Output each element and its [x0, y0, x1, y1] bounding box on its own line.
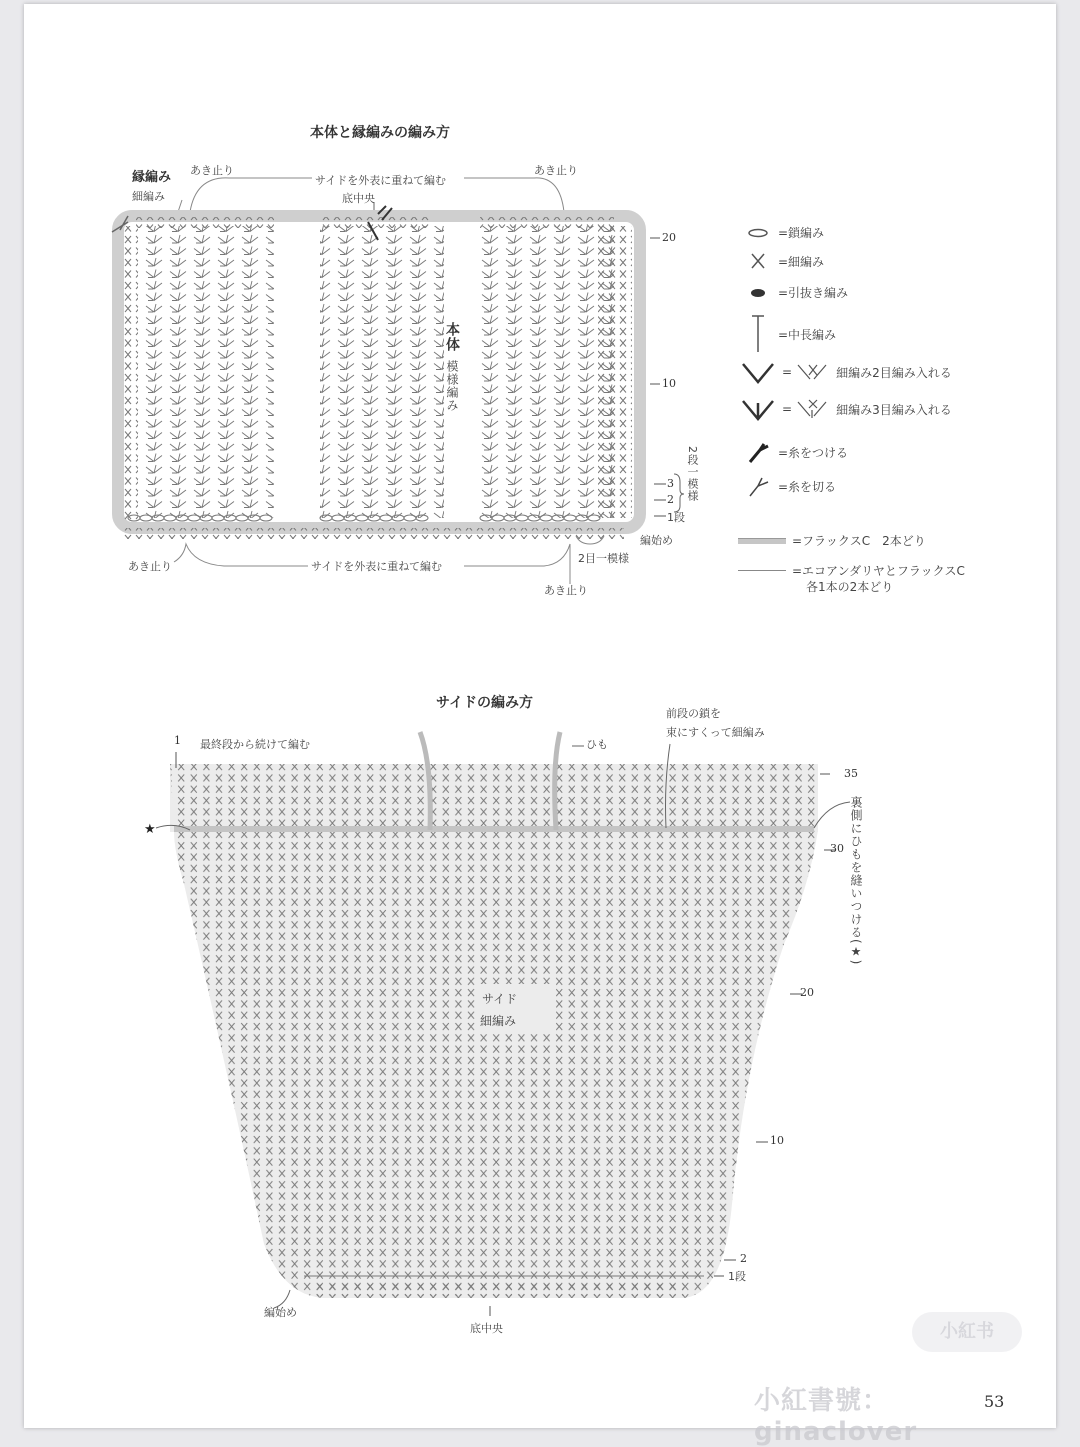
legend-item: =中長編み — [738, 314, 836, 354]
side-row-2-label: 2 — [740, 1252, 747, 1265]
row-3-label: 3 — [667, 477, 674, 490]
continue-label: 最終段から続けて編む — [200, 738, 310, 751]
side-diagram-title: サイドの編み方 — [436, 695, 534, 711]
side-chart — [24, 4, 1056, 1428]
side-row-35-label: 35 — [844, 767, 858, 780]
side-row-1-top: 1 — [174, 734, 181, 747]
bottom-stop-right: あき止り — [544, 584, 588, 597]
top-stop-left: あき止り — [190, 164, 234, 177]
body-center-sub: 模様編み — [445, 360, 459, 412]
sew-cord-label: 裏側にひもを縫いつける(★) — [849, 796, 863, 966]
side-center-title: サイド — [482, 992, 518, 1006]
side-center-sub: 細編み — [480, 1014, 517, 1028]
repeat-stitches-label: 2目一模様 — [578, 552, 629, 565]
legend-item: =鎖編み — [738, 224, 824, 241]
legend-yarn-thin: =エコアンダリヤとフラックスC — [738, 562, 965, 579]
legend-item: = 細編み2目編み入れる — [738, 360, 952, 384]
edge-sub-label: 細編み — [132, 190, 165, 203]
start-label: 編始め — [640, 534, 673, 547]
legend-item: =糸をつける — [738, 440, 848, 464]
star-marker-icon: ★ — [144, 822, 156, 837]
legend-item: = 細編み3目編み入れる — [738, 397, 952, 421]
repeat-rows-label: 2段一模様 — [686, 446, 699, 502]
top-stop-right: あき止り — [534, 164, 578, 177]
edge-label: 縁編み — [132, 170, 172, 185]
side-start-label: 編始め — [264, 1306, 297, 1319]
prev-chain-label-1: 前段の鎖を — [666, 707, 721, 720]
pattern-page — [24, 4, 1056, 1447]
watermark-text: 小紅書號： ginaclover — [754, 1386, 918, 1447]
body-center-title: 本体 — [444, 322, 460, 352]
row-10-label: 10 — [662, 377, 676, 390]
legend-item: =細編み — [738, 252, 824, 270]
bottom-center-label: 底中央 — [342, 192, 375, 205]
cord-label: ひも — [586, 738, 608, 751]
side-bottom-center-label: 底中央 — [470, 1322, 503, 1335]
body-diagram-title: 本体と縁編みの編み方 — [310, 125, 450, 141]
side-row-30-label: 30 — [830, 842, 844, 855]
watermark-badge: 小紅书 — [912, 1312, 1022, 1352]
legend-item: =糸を切る — [738, 474, 836, 498]
row-2-label: 2 — [667, 493, 674, 506]
legend-yarn-thin-line2: 各1本の2本どり — [806, 580, 894, 594]
row-1-label: 1段 — [667, 511, 685, 524]
side-row-1-label: 1段 — [728, 1270, 746, 1283]
row-20-label: 20 — [662, 231, 676, 244]
bottom-stop-left: あき止り — [128, 560, 172, 573]
top-overlap-label: サイドを外表に重ねて編む — [312, 172, 449, 188]
legend-item: =引抜き編み — [738, 284, 848, 301]
side-row-10-label: 10 — [770, 1134, 784, 1147]
prev-chain-label-2: 束にすくって細編み — [666, 726, 765, 739]
bottom-overlap-label: サイドを外表に重ねて編む — [308, 558, 445, 574]
legend-yarn-thick: =フラックスC 2本どり — [738, 532, 926, 549]
side-row-20-label: 20 — [800, 986, 814, 999]
page-number: 53 — [984, 1392, 1005, 1411]
